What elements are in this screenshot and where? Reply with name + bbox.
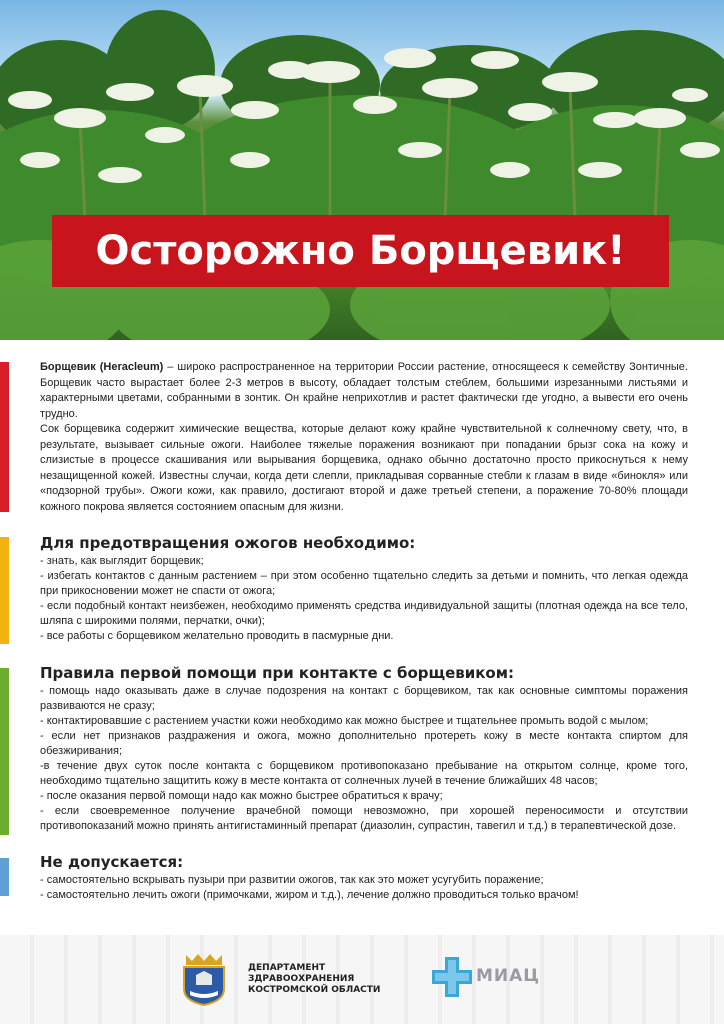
list-item: -в течение двух суток после контакта с борщевиком противопоказано пребывание на открытом солнце, кроме того, необходимо тщательно защитить кожу в месте контакта от солнечных лучей в течение ближайших 48 часов; <box>40 760 688 787</box>
not-allowed-list <box>40 873 688 903</box>
kostroma-crest-icon <box>178 951 230 1007</box>
title-banner <box>52 215 669 287</box>
yellow-side-bar <box>0 537 9 644</box>
first-aid-section <box>40 666 688 834</box>
list-item: - если нет признаков раздражения и ожога, можно дополнительно протереть кожу в месте контакта спиртом для обезжиривания; <box>40 730 688 757</box>
red-side-bar <box>0 362 9 512</box>
intro-paragraph-1-text: – широко распространенное на территории России растение, относящееся к семейству Зонтичные. Борщевик часто вырастает более 2-3 метров в высоту, обладает толстым стеблем, большими изрезанными листьями и характерными цветами, собранными в зонтик. Он крайне неприхотлив и растет фактически где угодно, а вывести его очень трудно. <box>40 361 688 420</box>
list-item: - контактировавшие с растением участки кожи необходимо как можно быстрее и тщательнее промыть водой с мылом; <box>40 715 649 727</box>
list-item: - самостоятельно вскрывать пузыри при развитии ожогов, так как это может усугубить поражение; <box>40 874 544 886</box>
intro-paragraph-2: Сок борщевика содержит химические вещества, которые делают кожу крайне чувствительной к солнечному свету, что, в результате, вызывает сильные ожоги. Наиболее тяжелые поражения возникают при попадании брызг сока на кожу и слизистые в процессе скашивания или вырывания борщевика, однако обычно достаточно просто прикоснуться к нему незащищенной кожей. Известны случаи, когда дети слепли, прикладывая сорванные стебли к глазам в виде «бинокля» или «подзорной трубы». Ожоги кожи, как правило, достигают второй и даже третьей степени, а поражение 70-80% площади кожного покрова является состоянием опасным для жизни. <box>40 423 688 513</box>
green-side-bar <box>0 668 9 835</box>
prevention-section <box>40 536 688 644</box>
page-title: Осторожно Борщевик! <box>95 228 626 274</box>
first-aid-list <box>40 684 688 834</box>
list-item: - если подобный контакт неизбежен, необходимо применять средства индивидуальной защиты (плотная одежда на все тело, шляпа с широкими полями, перчатки, очки); <box>40 600 688 627</box>
miac-cross-icon <box>430 955 474 999</box>
miac-label: МИАЦ <box>476 966 541 986</box>
hogweed-photo-illustration <box>0 0 724 340</box>
department-line-1: ДЕПАРТАМЕНТ ЗДРАВООХРАНЕНИЯ <box>248 963 355 984</box>
list-item: - избегать контактов с данным растением – при этом особенно тщательно следить за детьми и помнить, что легкая одежда при прикосновении может не спасти от ожога; <box>40 570 688 597</box>
department-line-2: КОСТРОМСКОЙ ОБЛАСТИ <box>248 985 381 995</box>
list-item: - знать, как выглядит борщевик; <box>40 555 204 567</box>
intro-text <box>40 360 688 515</box>
list-item: - самостоятельно лечить ожоги (примочками, жиром и т.д.), лечение должно проводиться только врачом! <box>40 889 579 901</box>
not-allowed-section <box>40 855 688 903</box>
list-item: - если своевременное получение врачебной помощи невозможно, при хорошей переносимости и отсутствии противопоказаний можно принять антигистаминный препарат (диазолин, супрастин, тавегил и т.д.) в терапевтической дозе. <box>40 805 688 832</box>
list-item: - после оказания первой помощи надо как можно быстрее обратиться к врачу; <box>40 790 443 802</box>
first-aid-heading: Правила первой помощи при контакте с борщевиком: <box>40 664 515 682</box>
blue-side-bar <box>0 858 9 896</box>
prevention-heading: Для предотвращения ожогов необходимо: <box>40 534 416 552</box>
prevention-list <box>40 554 688 644</box>
intro-paragraph-1 <box>40 360 688 422</box>
department-name <box>248 963 398 996</box>
hogweed-photo <box>0 0 724 340</box>
list-item: - помощь надо оказывать даже в случае подозрения на контакт с борщевиком, так как основные симптомы поражения развиваются не сразу; <box>40 685 688 712</box>
not-allowed-heading: Не допускается: <box>40 853 184 871</box>
intro-term: Борщевик (Heracleum) <box>40 361 164 373</box>
list-item: - все работы с борщевиком желательно проводить в пасмурные дни. <box>40 630 394 642</box>
